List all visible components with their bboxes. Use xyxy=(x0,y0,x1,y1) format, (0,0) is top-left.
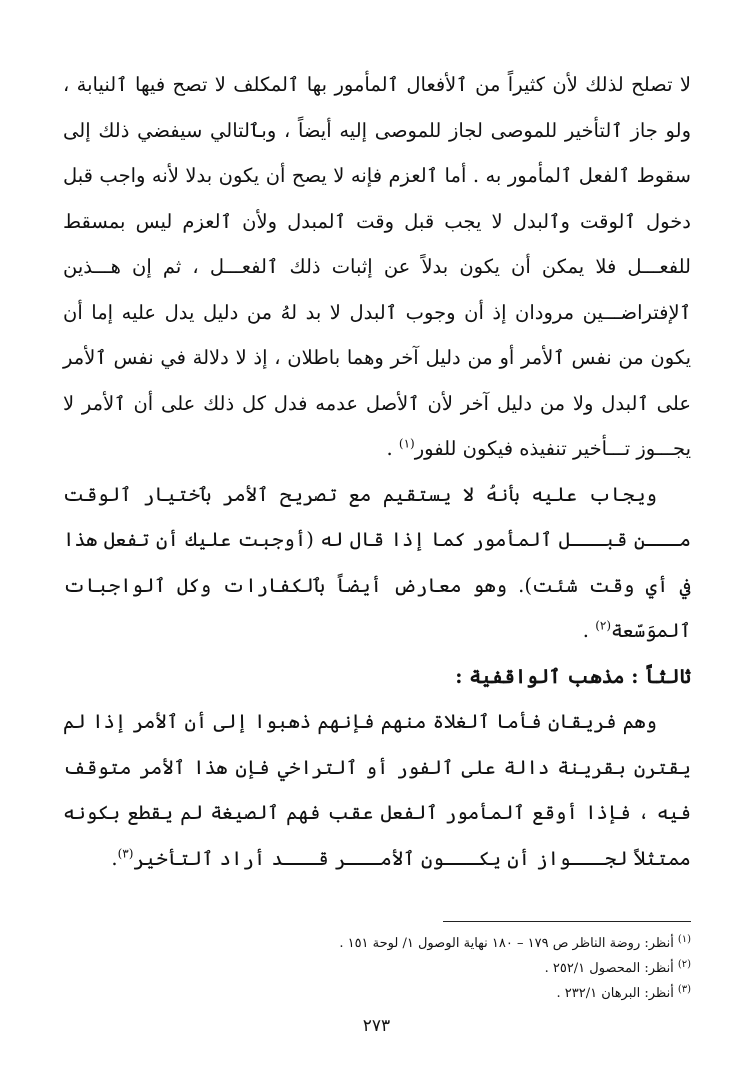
footnote-2-text: أنظر: المحصول ٢٥٢/١ . xyxy=(544,961,674,976)
paragraph-2-tail: . xyxy=(582,619,596,642)
footnote-3 xyxy=(63,981,691,1006)
footnotes xyxy=(63,931,691,1006)
footnote-divider xyxy=(443,921,691,922)
footnote-2 xyxy=(63,956,691,981)
paragraph-3-tail: . xyxy=(111,846,118,870)
main-text xyxy=(63,62,691,881)
footnote-1-marker: (١) xyxy=(677,933,691,945)
footnote-2-marker: (٢) xyxy=(677,958,691,970)
paragraph-1-text: لا تصلح لذلك لأن كثيراً من ٱلأفعال ٱلمأمور بها ٱلمكلف لا تصح فيها ٱلنيابة ، ولو جاز ٱلتأخير للموصى لجاز للموصى إليه أيضاً ، وبٱلتالي سيفضي ذلك إلى سقوط ٱلفعل ٱلمأمور به . أما ٱلعزم فإنه لا يصح أن يكون بدلا لأنه واجب قبل دخول ٱلوقت وٱلبدل لا يجب قبل وقت ٱلمبدل ولأن ٱلعزم ليس بمسقط للفعـــل فلا يمكن أن يكون بدلاً عن إثبات ذلك ٱلفعـــل ، ثم إن هـــذين ٱلإفتراضـــين مرودان إذ أن وجوب ٱلبدل لا بد لهُ من دليل يدل عليه إما أن يكون من نفس ٱلأمر أو من دليل آخر وهما باطلان ، إذ لا دلالة في نفس ٱلأمر على ٱلبدل ولا من دليل آخر لأن ٱلأصل عدمه فدل كل ذلك على أن ٱلأمر لا يجـــوز تـــأخير تنفيذه فيكون للفور xyxy=(63,73,691,460)
paragraph-3-text: وهم فريقان فأما ٱلغلاة منهم فإنهم ذهبوا إلى أن ٱلأمر إذا لم يقترن بقرينة دالة على ٱلفور أو ٱلتراخي فإن هذا ٱلأمر متوقف فيه ، فإذا أوقع ٱلمأمور ٱلفعل عقب فهم ٱلصيغة لم يقطع بكونه ممتثلاً لجـــواز أن يكـــون ٱلأمـــر قـــد أراد ٱلتأخير xyxy=(63,710,691,870)
footnote-3-text: أنظر: البرهان ٢٣٢/١ . xyxy=(556,986,674,1001)
paragraph-1-tail: . xyxy=(386,437,399,460)
footnote-ref-3: (٣) xyxy=(117,846,134,860)
section-heading: ثالثاً : مذهب ٱلواقفية : xyxy=(455,664,691,688)
paragraph-3 xyxy=(63,699,691,881)
paragraph-2-text: ويجاب عليه بأنهُ لا يستقيم مع تصريح ٱلأمر بٱختيار ٱلوقت مـــن قبـــل ٱلمأمور كما إذا قال له (أوجبت عليك أن تفعل هذا في أي وقت شئت). وهو معارض أيضاً بٱلكفارات وكل ٱلواجبات ٱلموَسّعة xyxy=(63,482,691,642)
footnote-3-marker: (٣) xyxy=(677,983,691,995)
footnote-ref-1: (١) xyxy=(398,436,415,451)
footnote-1-text: أنظر: روضة الناظر ص ١٧٩ – ١٨٠ نهاية الوصول ١/ لوحة ١٥١ . xyxy=(339,936,674,951)
footnote-ref-2: (٢) xyxy=(595,618,612,633)
paragraph-2 xyxy=(63,472,691,654)
paragraph-1 xyxy=(63,62,691,472)
page-number: ٢٧٣ xyxy=(362,1016,391,1036)
footnote-1 xyxy=(63,931,691,956)
